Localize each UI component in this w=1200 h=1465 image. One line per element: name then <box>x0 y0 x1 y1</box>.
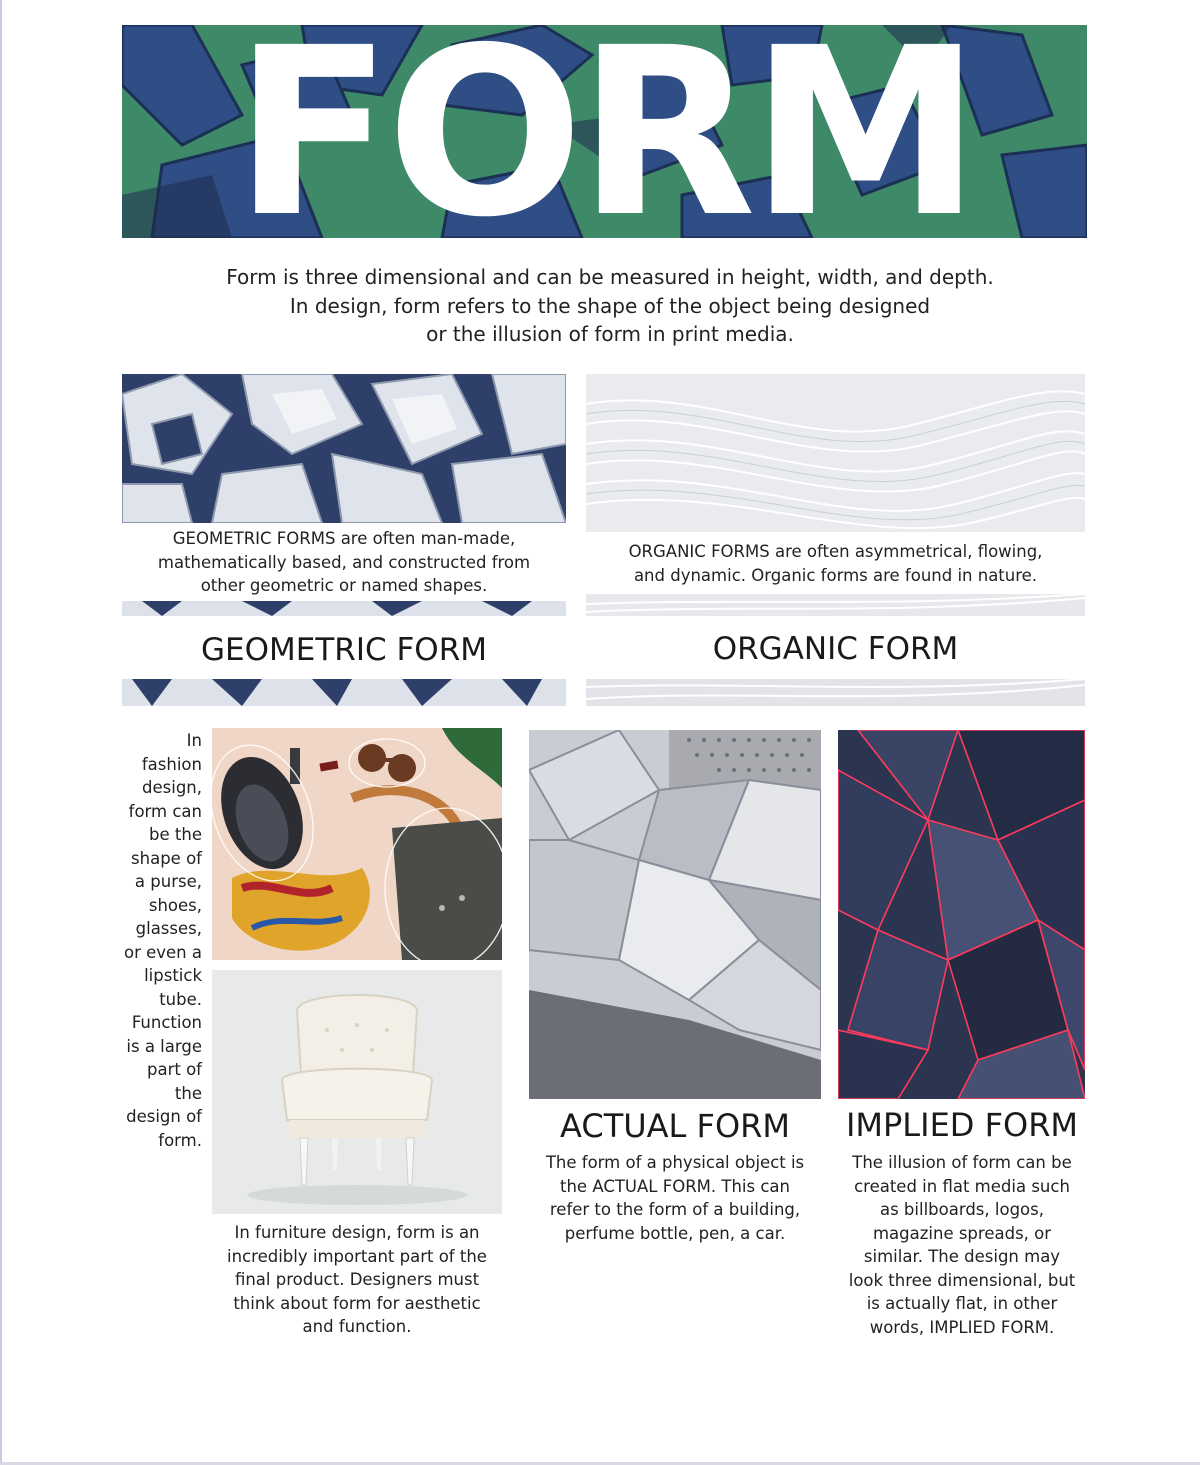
fashion-line: form can <box>128 801 202 821</box>
actual-form-text <box>522 1151 828 1245</box>
actual-form-image <box>529 730 821 1099</box>
geometric-caption-line: other geometric or named shapes. <box>200 576 488 595</box>
implied-form-line: magazine spreads, or <box>872 1223 1052 1243</box>
organic-band-top <box>586 594 1085 616</box>
geometric-caption-line: mathematically based, and constructed from <box>157 552 531 572</box>
organic-caption-line: ORGANIC FORMS are often asymmetrical, flowing, <box>628 542 1043 561</box>
organic-band-bottom <box>586 679 1085 706</box>
organic-form-image <box>586 374 1085 532</box>
fashion-line: be the <box>149 825 202 844</box>
fashion-text <box>114 729 202 1152</box>
implied-form-line: created in flat media such <box>854 1176 1070 1196</box>
actual-form-line: perfume bottle, pen, a car. <box>564 1223 786 1243</box>
page-edge-left <box>0 0 2 1465</box>
fashion-line: the <box>174 1083 202 1103</box>
fashion-line: fashion <box>141 754 202 774</box>
fashion-accessories-image <box>212 728 502 960</box>
furniture-line: In furniture design, form is an <box>234 1223 480 1242</box>
actual-form-line: the ACTUAL FORM. This can <box>560 1176 790 1196</box>
furniture-chair-image <box>212 970 502 1214</box>
hero-banner <box>122 25 1087 238</box>
fashion-line: In <box>186 731 202 750</box>
geometric-caption-line: GEOMETRIC FORMS are often man-made, <box>172 529 516 548</box>
geometric-form-image <box>122 374 566 523</box>
intro-line: Form is three dimensional and can be measured in height, width, and depth. <box>226 265 994 289</box>
implied-form-line: The illusion of form can be <box>852 1153 1072 1172</box>
fashion-line: is a large <box>126 1036 202 1056</box>
fashion-line: design, <box>142 778 202 797</box>
implied-form-title: IMPLIED FORM <box>845 1106 1079 1144</box>
geometric-band-top <box>122 601 566 616</box>
implied-form-line: as billboards, logos, <box>879 1200 1044 1219</box>
fashion-line: design of <box>126 1107 202 1126</box>
implied-form-text <box>832 1151 1092 1339</box>
fashion-line: a purse, <box>134 872 202 891</box>
geometric-band-bottom <box>122 679 566 706</box>
fashion-line: shape of <box>131 848 202 868</box>
organic-form-title: ORGANIC FORM <box>712 631 959 667</box>
implied-form-line: similar. The design may <box>863 1247 1061 1266</box>
furniture-line: and function. <box>302 1317 412 1336</box>
actual-form-line: The form of a physical object is <box>545 1153 805 1172</box>
actual-form-title: ACTUAL FORM <box>560 1107 790 1145</box>
intro-line: In design, form refers to the shape of the object being designed <box>289 293 931 318</box>
implied-form-line: look three dimensional, but <box>848 1270 1076 1290</box>
organic-caption-line: and dynamic. Organic forms are found in nature. <box>633 565 1038 585</box>
fashion-line: or even a <box>123 942 202 962</box>
implied-form-line: is actually flat, in other <box>866 1294 1058 1313</box>
fashion-line: glasses, <box>135 919 202 938</box>
geometric-caption <box>122 527 566 598</box>
actual-form-line: refer to the form of a building, <box>549 1200 801 1219</box>
fashion-line: tube. <box>159 989 202 1009</box>
hero-title: FORM <box>233 25 976 238</box>
fashion-line: form. <box>158 1130 202 1150</box>
geometric-form-title: GEOMETRIC FORM <box>201 632 487 668</box>
intro-paragraph <box>150 263 1070 349</box>
implied-form-line: words, IMPLIED FORM. <box>869 1317 1055 1337</box>
fashion-line: Function <box>131 1013 202 1032</box>
fashion-line: lipstick <box>144 966 202 985</box>
implied-form-image <box>838 730 1085 1099</box>
furniture-line: think about form for aesthetic <box>233 1293 481 1313</box>
furniture-line: final product. Designers must <box>234 1270 480 1289</box>
furniture-text <box>205 1221 509 1339</box>
fashion-line: shoes, <box>148 895 202 915</box>
organic-caption <box>586 540 1085 587</box>
intro-line: or the illusion of form in print media. <box>426 322 794 346</box>
furniture-line: incredibly important part of the <box>227 1246 487 1266</box>
fashion-line: part of <box>147 1060 202 1079</box>
